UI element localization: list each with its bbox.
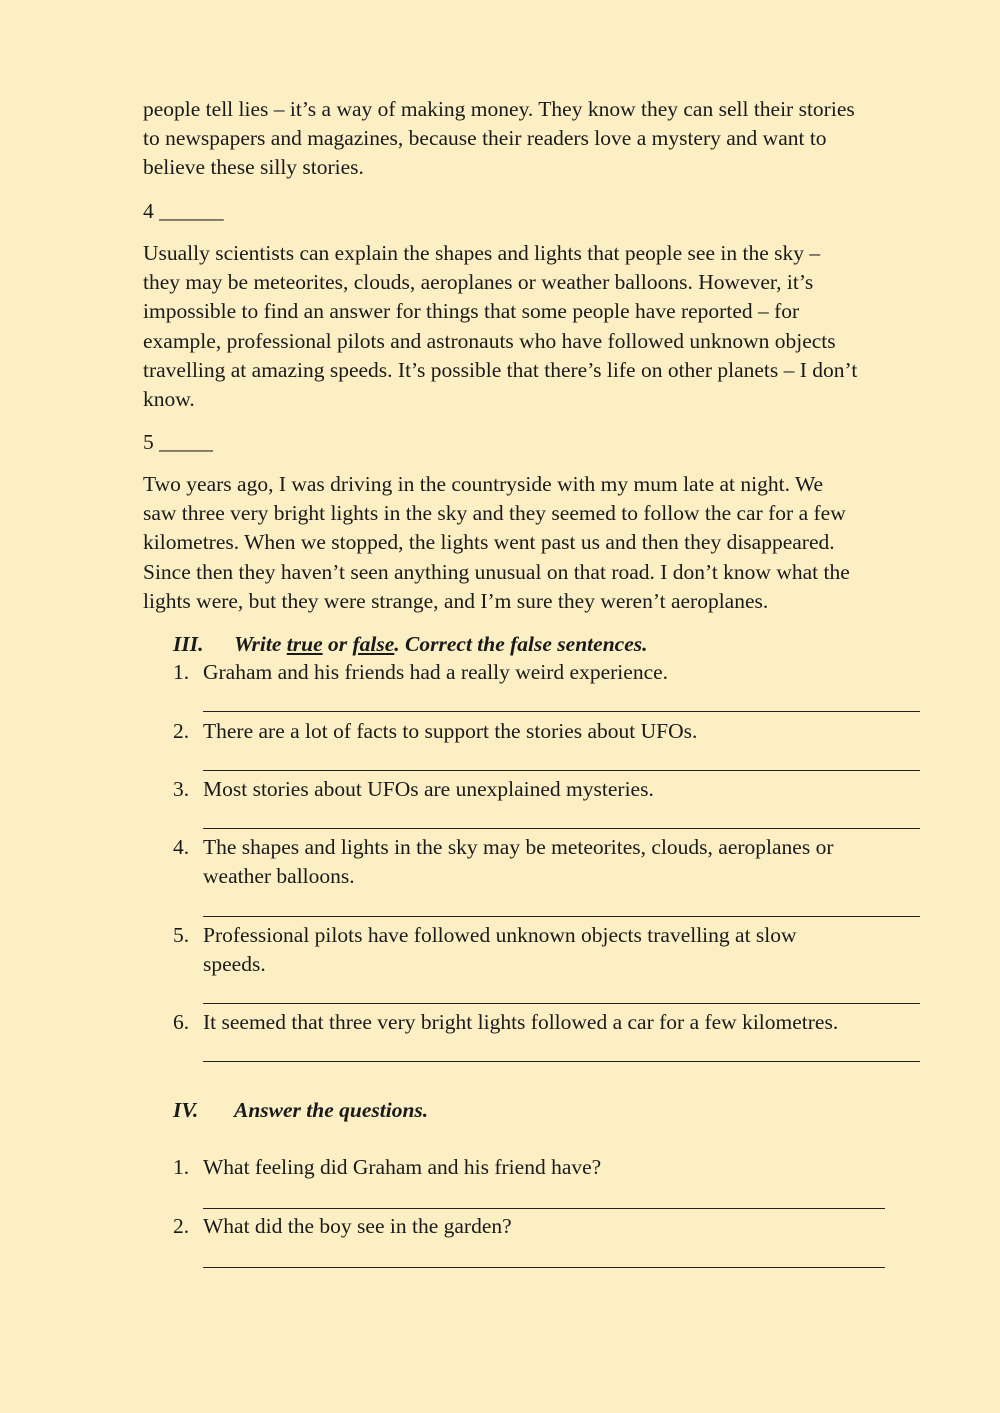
answer-line[interactable] — [203, 916, 920, 917]
section-3-heading — [173, 630, 647, 658]
question-number: 2. — [173, 1214, 190, 1238]
answer-line[interactable] — [203, 1208, 885, 1209]
question-text: What feeling did Graham and his friend have? — [203, 1155, 602, 1179]
question-text: Professional pilots have followed unknown objects travelling at slow speeds. — [203, 923, 797, 977]
paragraph-line: Two years ago, I was driving in the countryside with my mum late at night. We — [143, 472, 824, 496]
section-3-title-false: false — [352, 632, 395, 656]
section-4-heading — [173, 1096, 428, 1124]
paragraph-4-marker[interactable]: 4 ______ — [143, 199, 224, 223]
answer-line[interactable] — [203, 1267, 885, 1268]
question-number: 2. — [173, 719, 190, 743]
question-number: 1. — [173, 660, 190, 684]
paragraph-3 — [143, 95, 943, 183]
section-3-title-true: true — [286, 632, 323, 656]
section-3-title-rest: . Correct the false sentences. — [394, 632, 648, 656]
section-3-title-write: Write — [234, 632, 287, 656]
paragraph-line: travelling at amazing speeds. It’s possible that there’s life on other planets – I don’t — [143, 357, 858, 382]
paragraph-line: example, professional pilots and astronauts who have followed unknown objects — [143, 328, 836, 353]
section-4-title: Answer the questions. — [234, 1098, 429, 1122]
question-text: It seemed that three very bright lights followed a car for a few kilometres. — [203, 1010, 839, 1034]
paragraph-line: they may be meteorites, clouds, aeroplanes or weather balloons. However, it’s — [143, 270, 814, 295]
question-text: Graham and his friends had a really weird experience. — [203, 660, 669, 684]
question-text: What did the boy see in the garden? — [203, 1214, 512, 1238]
paragraph-line: kilometres. When we stopped, the lights went past us and then they disappeared. — [143, 530, 835, 555]
paragraph-line: Since then they haven’t seen anything unusual on that road. I don’t know what the — [143, 559, 850, 584]
answer-line[interactable] — [203, 828, 920, 829]
paragraph-line: know. — [143, 387, 195, 412]
paragraph-line: Usually scientists can explain the shapes and lights that people see in the sky – — [143, 241, 821, 265]
section-3-roman: III. — [173, 632, 204, 656]
section-3-title-or: or — [322, 632, 353, 656]
paragraph-5-marker[interactable]: 5 _____ — [143, 430, 213, 454]
answer-line[interactable] — [203, 1061, 920, 1062]
paragraph-5 — [143, 470, 943, 616]
paragraph-line: lights were, but they were strange, and I’m sure they weren’t aeroplanes. — [143, 588, 769, 613]
paragraph-line: to newspapers and magazines, because their readers love a mystery and want to — [143, 126, 827, 151]
question-number: 4. — [173, 835, 190, 859]
question-text: The shapes and lights in the sky may be meteorites, clouds, aeroplanes or weather balloons. — [203, 835, 834, 889]
question-number: 3. — [173, 777, 190, 801]
question-number: 6. — [173, 1010, 190, 1034]
paragraph-line: saw three very bright lights in the sky and they seemed to follow the car for a few — [143, 501, 846, 526]
paragraph-line: impossible to find an answer for things that some people have reported – for — [143, 299, 800, 324]
paragraph-line: people tell lies – it’s a way of making money. They know they can sell their stories — [143, 97, 855, 121]
question-number: 1. — [173, 1155, 190, 1179]
question-text: There are a lot of facts to support the stories about UFOs. — [203, 719, 698, 743]
paragraph-4 — [143, 239, 943, 414]
section-4-roman: IV. — [173, 1098, 199, 1122]
answer-line[interactable] — [203, 770, 920, 771]
question-number: 5. — [173, 923, 190, 947]
question-text: Most stories about UFOs are unexplained mysteries. — [203, 777, 654, 801]
paragraph-line: believe these silly stories. — [143, 155, 364, 180]
answer-line[interactable] — [203, 1003, 920, 1004]
answer-line[interactable] — [203, 711, 920, 712]
